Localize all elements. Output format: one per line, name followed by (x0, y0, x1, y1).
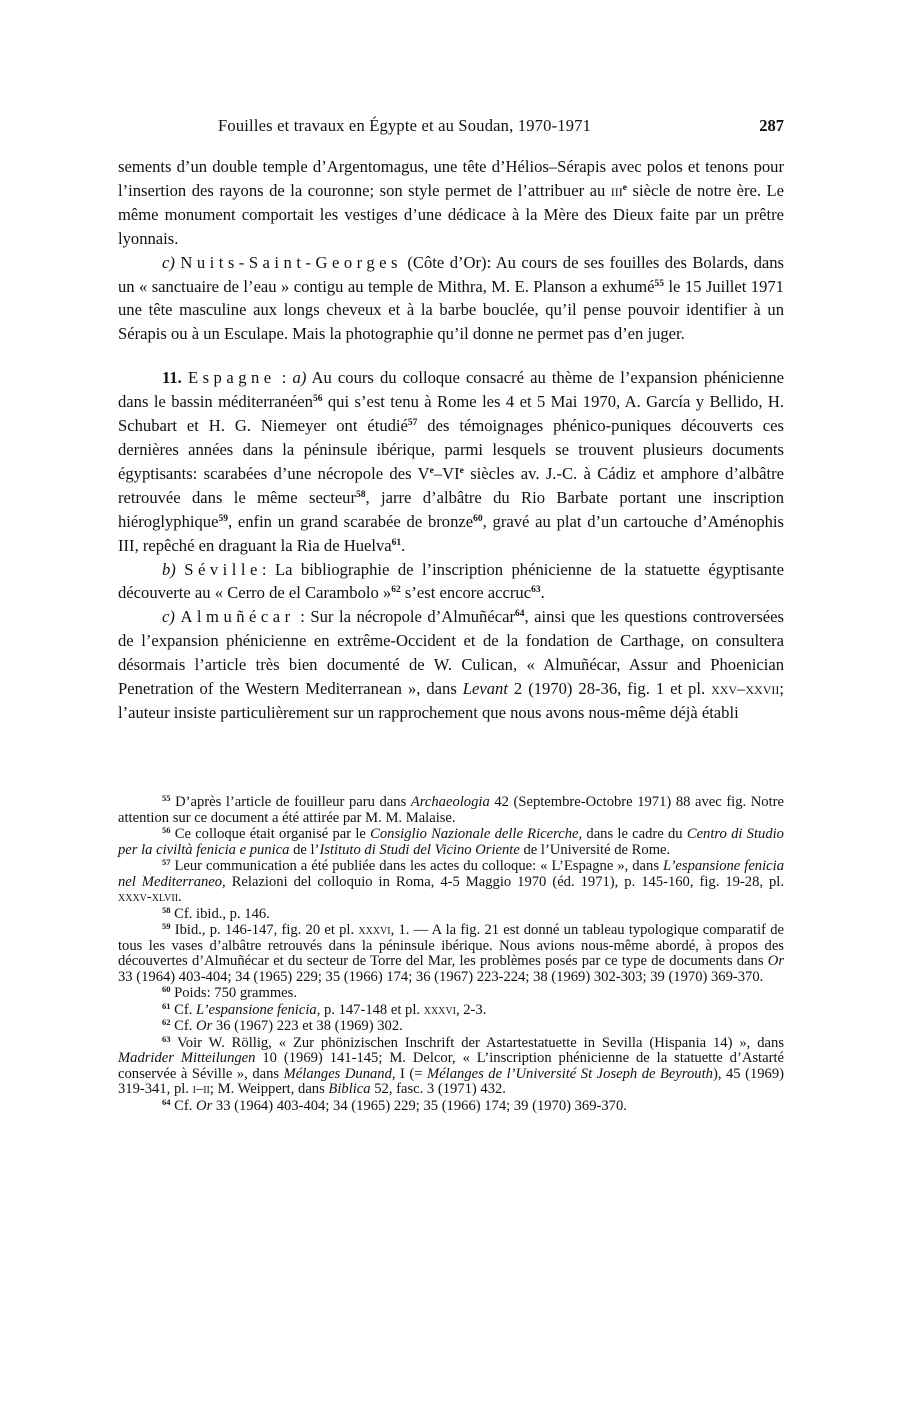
footnotes (118, 795, 784, 1114)
place-name: Espagne (187, 368, 276, 388)
footnote-ref: 64 (514, 609, 525, 620)
footnote-55: $^{55}$ D’après l’article de fouilleur paru dans Archaeologia 42 (Septembre-Octobre 1971) 88 avec fig. Notre attention sur ce document a été attirée par M. M. Malaise. (118, 793, 784, 826)
footnote-58: $^{58}$ Cf. ibid., p. 146. (162, 904, 270, 922)
footnote-60: $^{60}$ Poids: 750 grammes. (162, 984, 297, 1001)
place-name: Almuñécar (180, 607, 295, 627)
paragraph-almunecar: c) Almuñécar : Sur la nécropole d’Almuñécar$^{64}$, ainsi que les questions controversées de l’expansion phénicienne en extrême-Occident et de la fondation de Carthage, on consultera désormais l’article très bien documenté de W. Culican, « Almuñécar, Assur and Phoenician Penetration of the Western Mediterranean », dans Levant 2 (1970) 28-36, fig. 1 et pl. xxv–xxvii; l’auteur insiste particulièrement sur un rapprochement que nous avons nous-même déjà établi (118, 607, 785, 722)
section-11-espagne: 11. Espagne : a) Au cours du colloque consacré au thème de l’expansion phénicienne dans le bassin méditerranéen$^{56}$ qui s’est tenu à Rome les 4 et 5 Mai 1970, A. García y Bellido, H. Schubart et H. G. Niemeyer ont étudié$^{57}$ des témoignages phénico-puniques découverts ces dernières années dans la péninsule ibérique, parmi lesquels se trouvent plusieurs documents égyptisants: scarabées d’une nécropole des Ve–VIe siècles av. J.-C. à Cádiz et amphore d’albâtre retrouvée dans le même secteur$^{58}$, jarre d’albâtre du Rio Barbate portant une inscription hiéroglyphique$^{59}$, enfin un grand scarabée de bronze$^{60}$, gravé au plat d’un cartouche d’Aménophis III, repêché en draguant la Ria de Huelva$^{61}$. (118, 368, 784, 555)
footnote-ref: 59 (218, 513, 228, 524)
footnote-ref: 58 (356, 489, 366, 500)
main-text (118, 155, 784, 725)
place-name: Nuits-Saint-Georges (180, 252, 402, 272)
footnote-ref: 55 (654, 278, 665, 289)
page-number: 287 (759, 116, 784, 135)
section-number: 11. (162, 368, 182, 388)
footnote-62: $^{62}$ Cf. Or 36 (1967) 223 et 38 (1969) 302. (162, 1017, 403, 1034)
footnote-63: $^{63}$ Voir W. Röllig, « Zur phönizischen Inschrift der Astartestatuette in Sevilla (Hispania 14) », dans Madrider Mitteilungen 10 (1969) 141-145; M. Delcor, « L’inscription phénicienne de la statuette d’Astarté conservée à Séville », dans Mélanges Dunand, I (= Mélanges de l’Université St Joseph de Beyrouth), 45 (1969) 319-341, pl. i–ii; M. Weippert, dans Biblica 52, fasc. 3 (1971) 432. (118, 1033, 784, 1097)
footnote-59: $^{59}$ Ibid., p. 146-147, fig. 20 et pl. xxxvi, 1. — A la fig. 21 est donné un tableau typologique comparatif de tous les vases d’albâtre retrouvés dans la péninsule ibérique. Nous avions nous-même abordé, à propos des découvertes d’Almuñécar et du secteur de Torre del Mar, les problèmes posés par ce type de documents dans Or 33 (1964) 403-404; 34 (1965) 229; 35 (1966) 174; 36 (1967) 223-224; 38 (1969) 302-303; 39 (1970) 369-370. (118, 921, 784, 985)
footnote-ref: 56 (312, 394, 323, 405)
footnote-ref: 57 (407, 418, 418, 429)
footnote-ref: 60 (473, 513, 483, 524)
paragraph-nuits-saint-georges: c) Nuits-Saint-Georges (Côte d’Or): Au cours de ses fouilles des Bolards, dans un « sanctuaire de l’eau » contigu au temple de Mithra, M. E. Planson a exhumé$^{55}$ le 15 Juillet 1971 une tête masculine aux longs cheveux et à la barbe bouclée, qu’il pense pouvoir identifier à un Sérapis ou à un Esculape. Mais la photographie qu’il donne ne permet pas d’en juger. (118, 252, 784, 344)
paragraph-seville: b) Séville: La bibliographie de l’inscription phénicienne de la statuette égyptisante découverte au « Cerro de el Carambolo »$^{62}$ s’est encore accruc$^{63}$. (118, 559, 784, 603)
footnote-ref: 61 (391, 537, 402, 548)
footnote-64: $^{64}$ Cf. Or 33 (1964) 403-404; 34 (1965) 229; 35 (1966) 174; 39 (1970) 369-370. (162, 1096, 627, 1114)
footnote-56: $^{56}$ Ce colloque était organisé par le Consiglio Nazionale delle Ricerche, dans le cadre du Centro di Studio per la civiltà fenicia e punica de l’Istituto di Studi del Vicino Oriente de l’Université de Rome. (118, 825, 784, 858)
footnote-61: $^{61}$ Cf. L’espansione fenicia, p. 147-148 et pl. xxxvi, 2-3. (162, 1000, 487, 1018)
paragraph-argentomagus: sements d’un double temple d’Argentomagus, une tête d’Hélios–Sérapis avec polos et tenons pour l’insertion des rayons de la couronne; son style permet de l’attribuer au iii$^e$ siècle de notre ère. Le même monument comportait les vestiges d’une dédicace à la Mère des Dieux faite par un prêtre lyonnais. (118, 157, 784, 248)
footnote-ref: 63 (531, 585, 541, 596)
place-name: Séville (184, 559, 262, 579)
footnote-57: $^{57}$ Leur communication a été publiée dans les actes du colloque: « L’Espagne », dans L’espansione fenicia nel Mediterraneo, Relazioni del colloquio in Roma, 4-5 Maggio 1970 (éd. 1971), p. 145-160, fig. 19-28, pl. xxxv-xlvii. (118, 857, 785, 905)
running-title: Fouilles et travaux en Égypte et au Soudan, 1970-1971 (218, 116, 592, 135)
footnote-ref: 62 (391, 585, 401, 596)
page-header (118, 116, 784, 138)
